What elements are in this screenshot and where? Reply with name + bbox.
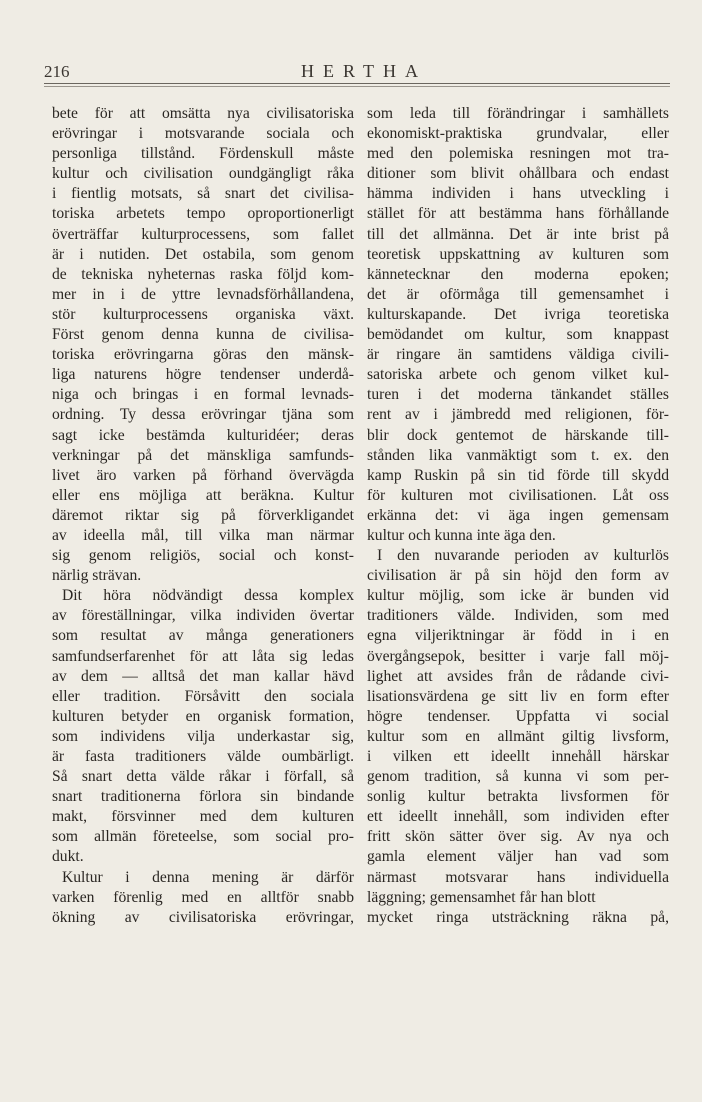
text-line: eller ens möjliga att beräkna. Kultur <box>52 486 354 504</box>
text-line: turen i det moderna tänkandet ställes <box>367 386 669 404</box>
text-line: av dem — alltså det man kallar hävd <box>52 667 354 685</box>
text-line: stör kulturprocessens organiska växt. <box>52 305 354 323</box>
text-line: lisationsvärdena ge sitt liv en form efter <box>367 687 669 705</box>
text-line: livet äro varken på förhand övervägda <box>52 466 354 484</box>
text-line: niga och bringas i en formal levnads- <box>52 386 354 404</box>
text-line: stället för att bestämma hans förhållande <box>367 205 669 223</box>
page-header <box>44 58 670 84</box>
text-line: av ideella mål, till vilka man närmar <box>52 526 354 544</box>
text-line: sonlig kultur betrakta livsformen för <box>367 788 669 806</box>
text-line: kultur som en allmänt giltig livsform, <box>367 727 669 745</box>
header-rule <box>44 83 670 84</box>
text-line: som leda till förändringar i samhällets <box>367 105 669 122</box>
text-line: Dit höra nödvändigt dessa komplex <box>62 587 354 605</box>
text-line: däremot riktar sig på förverkligandet <box>52 506 354 524</box>
text-line: är fasta traditioners välde oumbärligt. <box>52 748 354 765</box>
text-line: blir dock gentemot de härskande till- <box>367 426 669 444</box>
text-line: högre tendenser. Uppfatta vi social <box>367 707 669 725</box>
text-line: teoretisk uppskattning av kulturen som <box>367 245 669 263</box>
text-line: toriska erövringarna göras den mänsk- <box>52 346 354 364</box>
text-line: kulturen betyder en organisk formation, <box>52 707 354 725</box>
left-column <box>52 104 354 928</box>
text-line: som resultat av många generationers <box>52 627 354 645</box>
text-line: närmast motsvarar hans individuella <box>367 868 669 886</box>
text-line: till det allmänna. Det är inte brist på <box>367 225 669 243</box>
right-column <box>367 104 669 928</box>
text-line: ekonomiskt-praktiska grundvalar, eller <box>367 125 669 143</box>
text-line: mer in i de yttre levnadsförhållandena, <box>52 285 354 303</box>
text-line: i vilken ett ideellt innehåll härskar <box>367 748 669 765</box>
text-line: av föreställningar, vilka individen övertar <box>52 607 354 625</box>
text-line: i fientlig motsats, så snart det civilisa- <box>52 185 354 203</box>
text-line: traditioners välde. Individen, som med <box>367 607 669 625</box>
text-line: civilisation är på sin höjd den form av <box>367 567 669 585</box>
text-line: för kulturen mot civilisationen. Låt oss <box>367 486 669 504</box>
text-line: varken förenlig med en alltför snabb <box>52 888 354 906</box>
text-line: kultur möjlig, som icke är bunden vid <box>367 587 669 605</box>
page-number: 216 <box>44 62 70 81</box>
text-line: erkänna det: vi äga ingen gemensam <box>367 506 669 524</box>
text-line: rent av i jämbredd med religionen, för- <box>367 406 669 424</box>
text-line: kännetecknar den moderna epoken; <box>367 265 669 283</box>
text-line: det är oförmåga till gemensamhet i <box>367 285 669 303</box>
text-line: kulturskapande. Det ivriga teoretiska <box>367 305 669 323</box>
text-line: ditioner som blivit ohållbara och endast <box>367 165 669 183</box>
text-line: kamp Ruskin på sin tid förde till skydd <box>367 466 669 484</box>
text-line: fritt skön sätter över sig. Av nya och <box>367 828 669 846</box>
text-line: läggning; gemensamhet får han blott <box>367 888 596 906</box>
text-line: bete för att omsätta nya civilisatoriska <box>52 105 354 122</box>
running-title: HERTHA <box>301 61 427 81</box>
text-line: överträffar kulturprocessens, som fallet <box>52 225 354 243</box>
text-line: är ringare än samtidens väldiga civili- <box>367 346 669 364</box>
text-line: sig genom religiös, social och konst- <box>52 547 354 565</box>
text-line: de tekniska nyheternas raska följd kom- <box>52 265 354 283</box>
text-line: liga naturens högre tendenser underdå- <box>52 366 354 384</box>
text-line: verkningar på det mänskliga samfunds- <box>52 446 354 464</box>
text-line: makt, försvinner med dem kulturen <box>52 808 354 826</box>
text-line: kultur och kunna inte äga den. <box>367 526 556 544</box>
text-line: personliga tillstånd. Fördenskull måste <box>52 145 354 163</box>
text-line: ett ideellt innehåll, som individen efter <box>367 808 669 826</box>
text-line: närlig strävan. <box>52 567 142 585</box>
text-line: I den nuvarande perioden av kulturlös <box>377 547 669 565</box>
header-rule-secondary <box>44 86 670 87</box>
text-line: samfundserfarenhet för att låta sig ledas <box>52 647 354 665</box>
text-line: sagt icke bestämda kulturidéer; deras <box>52 426 354 444</box>
text-line: dukt. <box>52 848 84 866</box>
text-line: kultur och civilisation oundgängligt råka <box>52 165 354 183</box>
text-line: Kultur i denna mening är därför <box>62 868 354 886</box>
text-line: lighet att avsides från de rådande civi- <box>367 667 669 685</box>
text-line: bemödandet om kultur, som knappast <box>367 326 669 344</box>
text-line: eller tradition. Försåvitt den sociala <box>52 687 354 705</box>
text-line: som allmän företeelse, som social pro- <box>52 828 354 846</box>
text-line: erövringar i motsvarande sociala och <box>52 125 354 143</box>
text-line: ökning av civilisatoriska erövringar, <box>52 908 354 926</box>
text-line: egna viljeriktningar är född in i en <box>367 627 669 645</box>
text-line: som individens vilja underkastar sig, <box>52 727 354 745</box>
text-line: med den polemiska resningen mot tra- <box>367 145 669 163</box>
text-line: är i nutiden. Det ostabila, som genom <box>52 245 354 263</box>
text-line: ordning. Ty dessa erövringar tjäna som <box>52 406 354 424</box>
text-line: stånden lika vanmäktigt som t. ex. den <box>367 446 669 464</box>
text-line: Så snart detta välde råkar i förfall, så <box>52 768 354 786</box>
text-line: hämma individen i hans utveckling i <box>367 185 669 203</box>
text-line: gamla element väljer han vad som <box>367 848 669 866</box>
text-line: mycket ringa utsträckning räkna på, <box>367 908 669 926</box>
text-line: toriska arbetets tempo oproportionerligt <box>52 205 354 223</box>
text-line: övergångsepok, besitter i varje fall möj- <box>367 647 669 665</box>
text-line: satoriska arbete och genom vilket kul- <box>367 366 669 384</box>
text-line: Först genom denna kunna de civilisa- <box>52 326 354 344</box>
text-line: genom tradition, så kunna vi som per- <box>367 768 669 786</box>
text-line: snart traditionerna förlora sin bindande <box>52 788 354 806</box>
